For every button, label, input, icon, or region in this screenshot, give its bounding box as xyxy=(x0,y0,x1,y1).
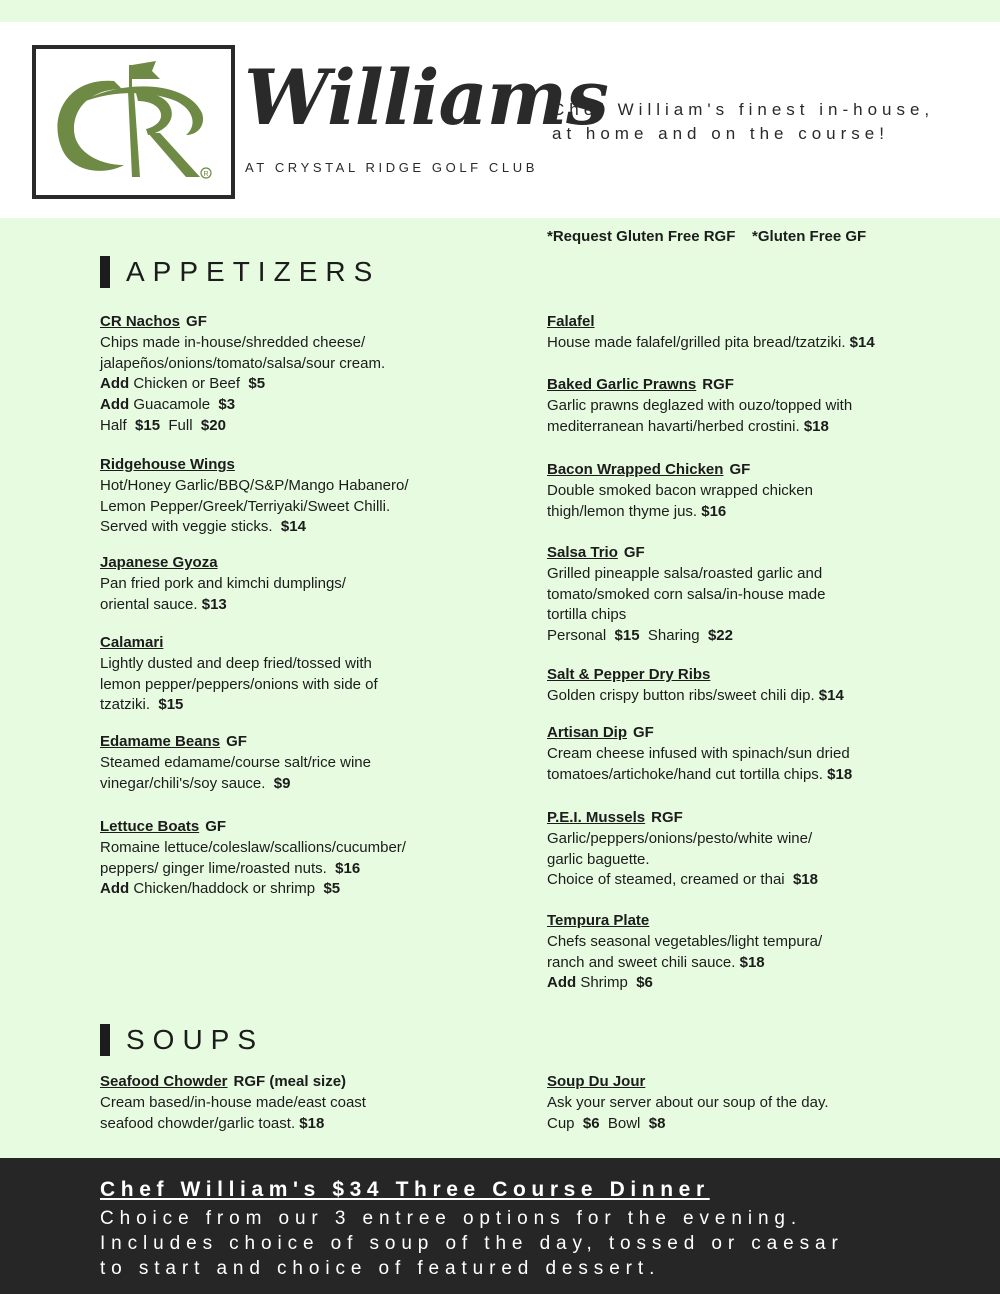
menu-item-name: Ridgehouse Wings xyxy=(100,456,235,473)
description-text: Bowl xyxy=(599,1114,649,1132)
menu-item-header xyxy=(547,312,875,333)
menu-item-name: Baked Garlic Prawns xyxy=(547,376,697,393)
menu-item-header xyxy=(547,543,825,564)
description-text: Steamed edamame/course salt/rice wine xyxy=(100,753,371,771)
gluten-free-legend: *Request Gluten Free RGF *Gluten Free GF xyxy=(547,228,867,245)
header xyxy=(0,22,1000,218)
menu-item-name: Edamame Beans xyxy=(100,733,221,750)
footer-title: Chef William's $34 Three Course Dinner xyxy=(100,1178,710,1201)
dietary-tag: GF xyxy=(226,733,247,750)
menu-item-name: Seafood Chowder xyxy=(100,1073,228,1090)
description-text: Golden crispy button ribs/sweet chili dip. xyxy=(547,686,819,704)
description-text: Guacamole xyxy=(129,396,219,414)
menu-item xyxy=(547,312,875,354)
dietary-tag: RGF xyxy=(651,809,683,826)
menu-item-header xyxy=(547,1072,829,1093)
menu-item-name: P.E.I. Mussels xyxy=(547,809,646,826)
description-text: Lemon Pepper/Greek/Terriyaki/Sweet Chilli. xyxy=(100,497,391,515)
price-or-emphasis: $15 xyxy=(135,416,161,434)
price-or-emphasis: $16 xyxy=(335,859,361,877)
dietary-tag: GF xyxy=(186,313,207,330)
description-text: oriental sauce. xyxy=(100,595,202,613)
menu-item xyxy=(100,633,378,716)
menu-item xyxy=(547,665,844,707)
menu-item-description xyxy=(547,417,852,438)
menu-item-description xyxy=(547,829,818,850)
menu-item-description xyxy=(547,396,852,417)
price-or-emphasis: $8 xyxy=(648,1114,666,1132)
menu-item-description xyxy=(100,497,408,518)
menu-item-description xyxy=(547,932,822,953)
menu-item-description xyxy=(547,765,852,786)
menu-item-description xyxy=(100,517,408,538)
dietary-tag: RGF xyxy=(702,376,734,393)
menu-item-description xyxy=(100,1114,366,1135)
menu-item-name: Artisan Dip xyxy=(547,724,628,741)
menu-item-name: Bacon Wrapped Chicken xyxy=(547,461,724,478)
menu-item xyxy=(100,312,385,437)
price-or-emphasis: $18 xyxy=(792,871,818,889)
price-or-emphasis: $20 xyxy=(200,416,226,434)
menu-item xyxy=(100,455,408,538)
menu-item-description xyxy=(100,859,406,880)
description-text: jalapeños/onions/tomato/salsa/sour cream. xyxy=(100,354,386,372)
description-text: garlic baguette. xyxy=(547,850,650,868)
menu-item xyxy=(547,375,852,437)
menu-item-description xyxy=(100,654,378,675)
description-text: Chicken or Beef xyxy=(129,375,249,393)
menu-item-header xyxy=(547,723,852,744)
menu-item-name: Calamari xyxy=(100,634,164,651)
price-or-emphasis: $13 xyxy=(201,595,227,613)
price-or-emphasis: $9 xyxy=(273,774,291,792)
menu-item-description xyxy=(100,774,371,795)
description-text: thigh/lemon thyme jus. xyxy=(547,502,702,520)
description-text: Hot/Honey Garlic/BBQ/S&P/Mango Habanero/ xyxy=(100,476,409,494)
menu-item-header xyxy=(100,312,385,333)
footer-line: Includes choice of soup of the day, tossed or caesar xyxy=(100,1233,844,1254)
menu-item xyxy=(547,1072,829,1134)
dietary-tag: GF xyxy=(623,544,645,561)
price-or-emphasis: $15 xyxy=(158,696,184,714)
price-or-emphasis: Add xyxy=(100,880,130,898)
description-text: mediterranean havarti/herbed crostini. xyxy=(547,417,804,435)
menu-item xyxy=(547,808,818,891)
description-text: Double smoked bacon wrapped chicken xyxy=(547,481,813,499)
price-or-emphasis: $3 xyxy=(218,396,236,414)
menu-item-description xyxy=(100,1093,366,1114)
description-text: House made falafel/grilled pita bread/tzatziki. xyxy=(547,333,850,351)
price-or-emphasis: $22 xyxy=(707,627,733,645)
menu-item-name: Soup Du Jour xyxy=(547,1073,646,1090)
description-text: tomatoes/artichoke/hand cut tortilla chips. xyxy=(547,765,828,783)
dietary-tag: GF xyxy=(633,724,654,741)
cr-logo xyxy=(32,45,235,199)
price-or-emphasis: Add xyxy=(100,375,130,393)
menu-item-name: Falafel xyxy=(547,313,595,330)
menu-item-description xyxy=(100,695,378,716)
menu-item-description xyxy=(547,585,825,606)
description-text: Choice of steamed, creamed or thai xyxy=(547,871,793,889)
price-or-emphasis: Add xyxy=(547,974,577,992)
appetizers-heading xyxy=(100,256,380,288)
dietary-tag: GF xyxy=(729,461,751,478)
menu-item xyxy=(100,732,371,794)
price-or-emphasis: $18 xyxy=(803,417,829,435)
price-or-emphasis: $5 xyxy=(248,375,266,393)
menu-item-name: Salt & Pepper Dry Ribs xyxy=(547,666,711,683)
menu-item xyxy=(547,911,822,994)
menu-item-header xyxy=(100,455,408,476)
price-or-emphasis: $18 xyxy=(827,765,853,783)
description-text: vinegar/chili's/soy sauce. xyxy=(100,774,274,792)
description-text: Full xyxy=(160,416,201,434)
description-text: peppers/ ginger lime/roasted nuts. xyxy=(100,859,336,877)
menu-item-description xyxy=(547,744,852,765)
description-text: Garlic prawns deglazed with ouzo/topped with xyxy=(547,396,853,414)
menu-item-description xyxy=(100,333,385,354)
menu-item-header xyxy=(100,553,346,574)
price-or-emphasis: $18 xyxy=(299,1114,325,1132)
description-text: Chips made in-house/shredded cheese/ xyxy=(100,333,366,351)
menu-item-description xyxy=(100,395,385,416)
description-text: Personal xyxy=(547,627,615,645)
section-title: SOUPS xyxy=(126,1024,265,1055)
menu-item-description xyxy=(100,879,406,900)
menu-item-name: Japanese Gyoza xyxy=(100,554,218,571)
menu-item-header xyxy=(100,817,406,838)
section-title: APPETIZERS xyxy=(126,256,381,287)
menu-item-description xyxy=(547,686,844,707)
menu-item-description xyxy=(100,476,408,497)
description-text: Cup xyxy=(547,1114,583,1132)
menu-item-description xyxy=(100,374,385,395)
dietary-tag: GF xyxy=(205,818,227,835)
price-or-emphasis: $16 xyxy=(701,502,727,520)
menu-item-description xyxy=(547,953,822,974)
description-text: Sharing xyxy=(639,627,708,645)
menu-item-header xyxy=(547,460,813,481)
tagline xyxy=(552,98,934,146)
svg-text:R: R xyxy=(203,171,209,178)
description-text: tomato/smoked corn salsa/in-house made xyxy=(547,585,826,603)
description-text: Grilled pineapple salsa/roasted garlic and xyxy=(547,564,823,582)
menu-item xyxy=(100,817,406,900)
menu-item-header xyxy=(547,808,818,829)
menu-item-header xyxy=(100,732,371,753)
menu-item-description xyxy=(547,850,818,871)
description-text: Romaine lettuce/coleslaw/scallions/cucumber/ xyxy=(100,838,406,856)
section-bar xyxy=(100,1024,110,1056)
williams-wordmark: Williams xyxy=(244,53,608,142)
golf-flag-logo-icon xyxy=(36,49,231,195)
description-text: Cream based/in-house made/east coast xyxy=(100,1093,366,1111)
price-or-emphasis: $14 xyxy=(818,686,844,704)
description-text: seafood chowder/garlic toast. xyxy=(100,1114,300,1132)
menu-item-header xyxy=(547,375,852,396)
description-text: Chicken/haddock or shrimp xyxy=(129,880,324,898)
menu-item-description xyxy=(547,1114,829,1135)
menu-item-description xyxy=(547,333,875,354)
menu-item-description xyxy=(100,416,385,437)
menu-item-description xyxy=(547,502,813,523)
menu-item-description xyxy=(100,838,406,859)
menu-item-header xyxy=(547,665,844,686)
description-text: Ask your server about our soup of the day. xyxy=(547,1093,829,1111)
footer-line: to start and choice of featured dessert. xyxy=(100,1258,661,1279)
menu-item-description xyxy=(547,973,822,994)
menu-item-name: Salsa Trio xyxy=(547,544,618,561)
tagline-line: at home and on the course! xyxy=(552,124,889,143)
description-text: Served with veggie sticks. xyxy=(100,518,281,536)
tagline-line: Chef William's finest in-house, xyxy=(552,100,935,119)
menu-item xyxy=(547,723,852,785)
description-text: Half xyxy=(100,416,136,434)
menu-item xyxy=(100,1072,366,1134)
section-bar xyxy=(100,256,110,288)
menu-item-description xyxy=(547,626,825,647)
menu-item xyxy=(547,460,813,522)
description-text: ranch and sweet chili sauce. xyxy=(547,953,740,971)
menu-item-description xyxy=(100,354,385,375)
price-or-emphasis: Add xyxy=(100,396,130,414)
menu-item-name: CR Nachos xyxy=(100,313,181,330)
menu-item-description xyxy=(100,595,346,616)
dietary-tag: RGF (meal size) xyxy=(233,1073,347,1090)
footer-line: Choice from our 3 entree options for the evening. xyxy=(100,1208,803,1229)
menu-item xyxy=(547,543,825,647)
menu-item-description xyxy=(547,1093,829,1114)
price-or-emphasis: $14 xyxy=(849,333,875,351)
price-or-emphasis: $18 xyxy=(739,953,765,971)
club-submark: AT CRYSTAL RIDGE GOLF CLUB xyxy=(245,160,538,175)
description-text: Lightly dusted and deep fried/tossed with xyxy=(100,654,372,672)
menu-item-header xyxy=(100,1072,366,1093)
soups-heading xyxy=(100,1024,264,1056)
top-strip xyxy=(0,0,1000,22)
menu-item-description xyxy=(100,675,378,696)
menu-item-name: Lettuce Boats xyxy=(100,818,200,835)
description-text: tortilla chips xyxy=(547,606,627,624)
description-text: tzatziki. xyxy=(100,696,159,714)
menu-item xyxy=(100,553,346,615)
menu-item-description xyxy=(547,870,818,891)
menu-item-description xyxy=(547,605,825,626)
description-text: Chefs seasonal vegetables/light tempura/ xyxy=(547,932,823,950)
description-text: Pan fried pork and kimchi dumplings/ xyxy=(100,574,346,592)
menu-item-description xyxy=(547,564,825,585)
menu-item-header xyxy=(547,911,822,932)
menu-item-name: Tempura Plate xyxy=(547,912,650,929)
menu-item-description xyxy=(547,481,813,502)
menu-item-description xyxy=(100,753,371,774)
menu-item-description xyxy=(100,574,346,595)
description-text: Shrimp xyxy=(576,974,637,992)
menu-item-header xyxy=(100,633,378,654)
price-or-emphasis: $6 xyxy=(582,1114,600,1132)
description-text: Garlic/peppers/onions/pesto/white wine/ xyxy=(547,829,813,847)
price-or-emphasis: $6 xyxy=(636,974,653,992)
price-or-emphasis: $15 xyxy=(614,627,640,645)
description-text: Cream cheese infused with spinach/sun dried xyxy=(547,744,850,762)
price-or-emphasis: $14 xyxy=(280,518,306,536)
price-or-emphasis: $5 xyxy=(323,880,341,898)
description-text: lemon pepper/peppers/onions with side of xyxy=(100,675,378,693)
